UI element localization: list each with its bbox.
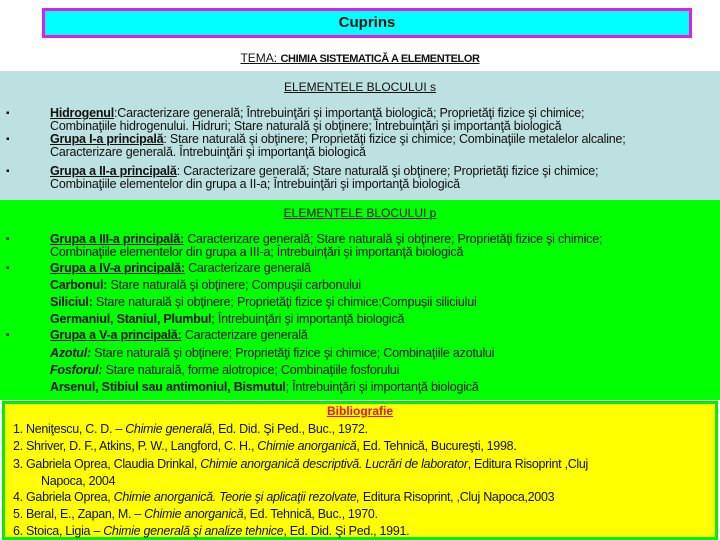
list-item: Grupa a III-a principală: Caracterizare generală; Stare naturală şi obţinere; Proprietăţi fizice şi chimice; Combinaţiile elementelor din grupa a III-a; Întrebuinţări şi importanţă biologică [50, 232, 603, 259]
sub-item: Germaniul, Staniul, Plumbul; Întrebuinţări şi importanţă biologică [50, 312, 405, 326]
bibliography-entry: 3. Gabriela Oprea, Claudia Drinkal, Chimie anorganică descriptivă. Lucrări de laborator, Editura Risoprint ,Cluj [13, 457, 589, 471]
s-block-section [0, 71, 720, 200]
bullet-icon: ▪ [6, 234, 10, 245]
theme-value: CHIMIA SISTEMATICĂ A ELEMENTELOR [280, 53, 480, 65]
sub-item: Carbonul: Stare naturală şi obţinere; Compuşii carbonului [50, 278, 361, 292]
bibliography-entry: 5. Beral, E., Zapan, M. – Chimie anorganică, Ed. Tehnică, Buc., 1970. [13, 507, 378, 521]
bullet-icon: ▪ [6, 263, 10, 274]
bullet-icon: ▪ [6, 134, 10, 145]
list-item: Hidrogenul:Caracterizare generală; Întrebuinţări şi importanţă biologică; Proprietăţi fizice şi chimice; Combinaţiile hidrogenului. Hidruri; Stare naturală şi obţinere; Întrebuinţări şi importanţă biologică [50, 106, 585, 133]
bibliography-entry: 6. Stoica, Ligia – Chimie generală şi analize tehnice, Ed. Did. Şi Ped., 1991. [13, 524, 410, 538]
theme-label: TEMA: [240, 51, 278, 65]
bullet-icon: ▪ [6, 108, 10, 119]
theme-heading [0, 51, 720, 65]
list-item: Grupa a V-a principală: Caracterizare generală [50, 328, 308, 342]
page-title: Cuprins [42, 8, 692, 38]
list-item: Grupa I-a principală: Stare naturală şi obţinere; Proprietăţi fizice şi chimice; Combinaţiile metalelor alcaline; Caracterizare generală. Întrebuinţări şi importanţă biologică [50, 132, 626, 159]
sub-item: Azotul: Stare naturală şi obţinere; Proprietăţi fizice şi chimice; Combinaţiile azotului [50, 346, 495, 360]
sub-item: Siliciul: Stare naturală şi obţinere; Proprietăţi fizice şi chimice;Compuşii siliciului [50, 295, 477, 309]
bullet-icon: ▪ [6, 330, 10, 341]
s-block-header: ELEMENTELE BLOCULUI s [283, 80, 437, 94]
bibliography-section [2, 401, 718, 540]
bibliography-title: Bibliografie [326, 404, 393, 418]
sub-item: Arsenul, Stibiul sau antimoniul, Bismutul; Întrebuinţări şi importanţă biologică [50, 380, 479, 394]
bibliography-entry: 4. Gabriela Oprea, Chimie anorganică. Teorie şi aplicaţii rezolvate, Editura Risoprint, ,Cluj Napoca,2003 [13, 490, 555, 504]
bullet-icon: ▪ [6, 166, 10, 177]
p-block-header: ELEMENTELE BLOCULUI p [283, 206, 437, 220]
bibliography-entry: 1. Neniţescu, C. D. – Chimie generală, Ed. Did. Şi Ped., Buc., 1972. [13, 422, 368, 436]
list-item: Grupa a IV-a principală: Caracterizare generală [50, 261, 311, 275]
sub-item: Fosforul: Stare naturală, forme alotropice; Combinaţiile fosforului [50, 363, 400, 377]
bibliography-entry: 2. Shriver, D. F., Atkins, P. W., Langford, C. H., Chimie anorganică, Ed. Tehnică, Bucureşti, 1998. [13, 439, 517, 453]
bibliography-entry-continued: Napoca, 2004 [41, 474, 116, 488]
p-block-section [0, 200, 720, 400]
list-item: Grupa a II-a principală: Caracterizare generală; Stare naturală şi obţinere; Proprietăţi fizice şi chimice; Combinaţiile elementelor din grupa a II-a; Întrebuinţări şi importanţă biologică [50, 164, 599, 191]
